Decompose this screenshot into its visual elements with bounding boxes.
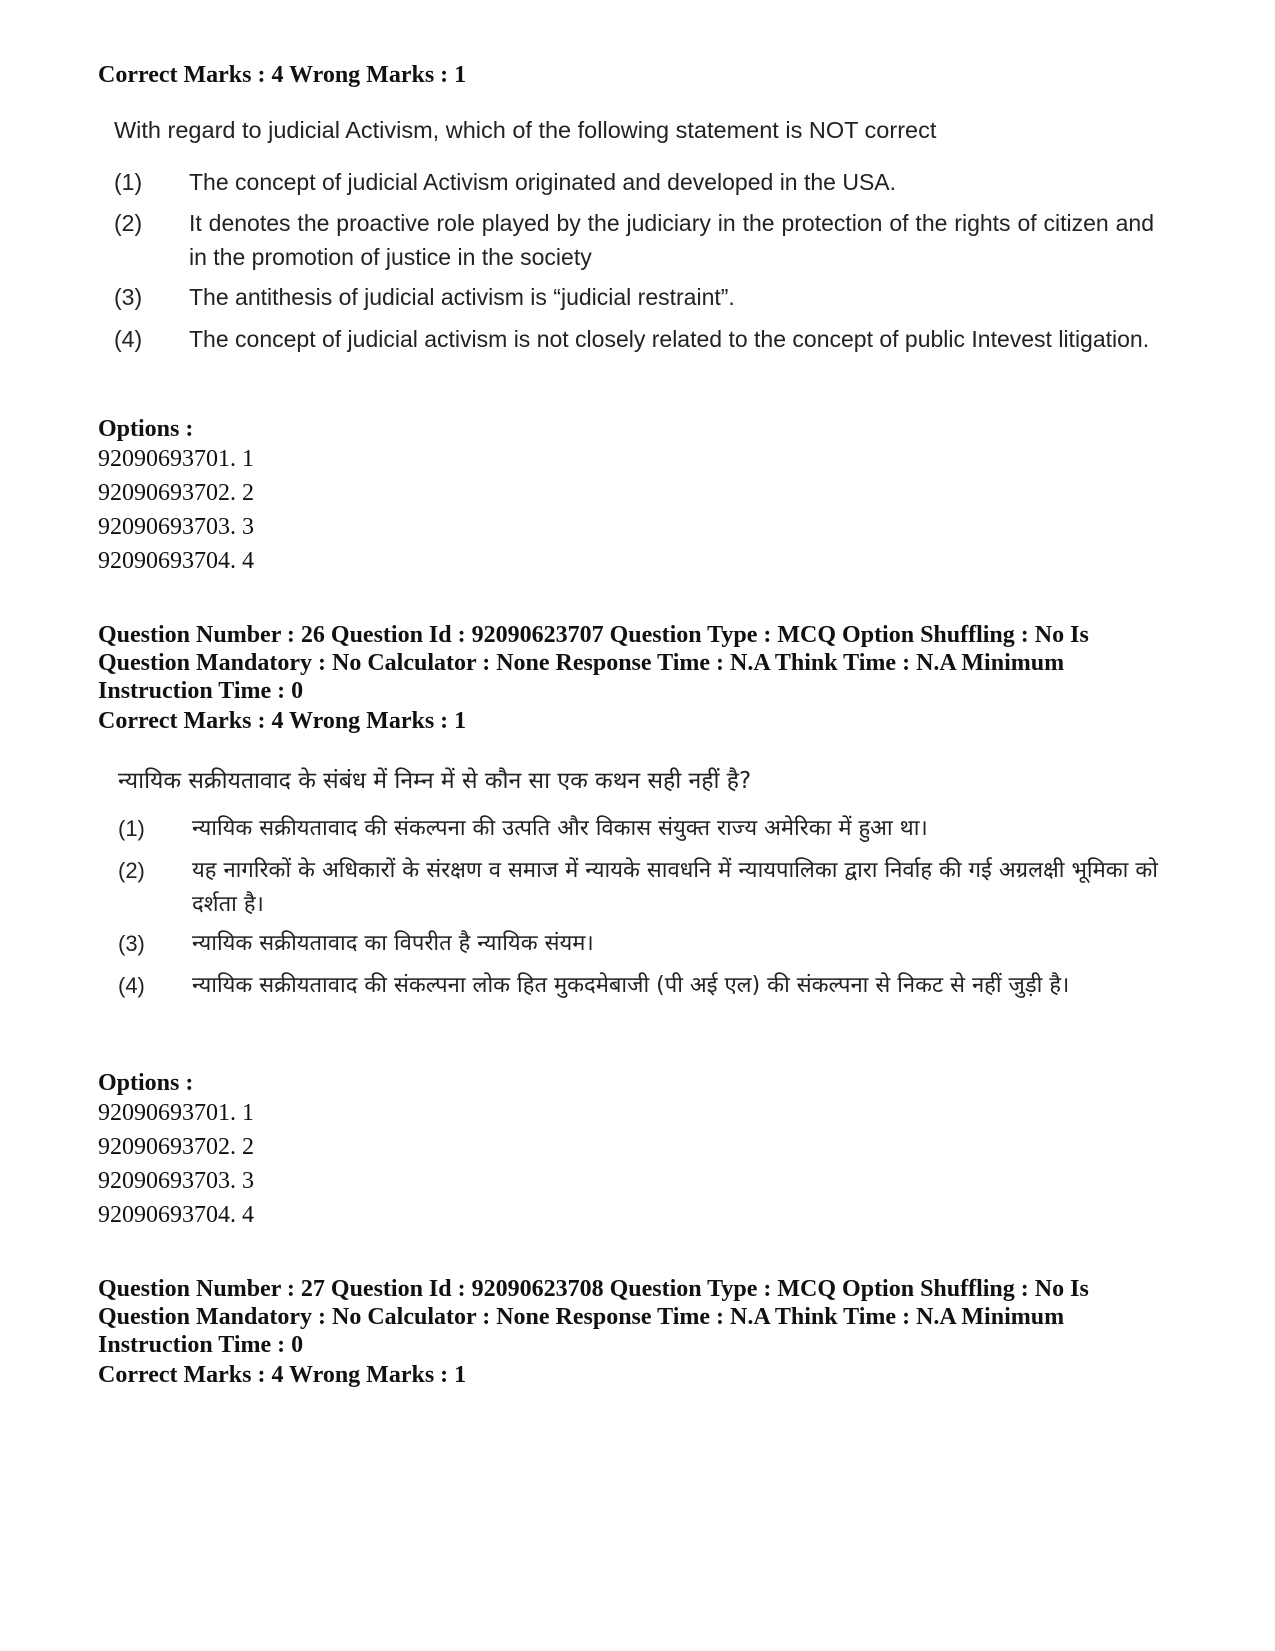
q27-marks: Correct Marks : 4 Wrong Marks : 1 — [98, 1362, 467, 1388]
q26-marks: Correct Marks : 4 Wrong Marks : 1 — [98, 708, 467, 734]
q25-stem: With regard to judicial Activism, which of the following statement is NOT correct — [114, 117, 937, 143]
option-item: 92090693702. 2 — [98, 480, 254, 506]
q25-item-number: (3) — [114, 284, 143, 310]
q26-item-number: (3) — [118, 931, 145, 956]
q27-meta-line-2: Question Mandatory : No Calculator : None Response Time : N.A Think Time : N.A Minimum — [98, 1304, 1065, 1330]
q25-marks: Correct Marks : 4 Wrong Marks : 1 — [98, 62, 467, 88]
q25-options-list — [98, 443, 254, 579]
option-item: 92090693704. 4 — [98, 1202, 254, 1228]
q26-item-number: (2) — [118, 858, 145, 883]
q25-item-number: (2) — [114, 210, 143, 236]
option-item: 92090693704. 4 — [98, 548, 254, 574]
q27-meta-line-3: Instruction Time : 0 — [98, 1332, 304, 1358]
q25-item-text: The concept of judicial Activism originated and developed in the USA. — [189, 169, 897, 195]
q26-meta-line-1: Question Number : 26 Question Id : 92090623707 Question Type : MCQ Option Shuffling : No Is — [98, 622, 1089, 648]
q25-item-1 — [114, 165, 1154, 199]
q26-item-text: यह नागरिकों के अधिकारों के संरक्षण व समाज में न्यायके सावधनि में न्यायपालिका द्वारा निर्वाह की गई अग्रलक्षी भूमिका को दर्शता है। — [192, 858, 1158, 917]
q27-meta — [98, 1275, 1138, 1359]
q26-item-number: (1) — [118, 816, 145, 841]
q25-item-2 — [114, 206, 1154, 274]
q26-item-2 — [118, 854, 1158, 922]
q26-options-label: Options : — [98, 1070, 194, 1096]
q27-meta-line-1: Question Number : 27 Question Id : 92090623708 Question Type : MCQ Option Shuffling : No Is — [98, 1276, 1089, 1302]
q25-item-text: It denotes the proactive role played by the judiciary in the protection of the rights of citizen and in the promotion of justice in the society — [189, 210, 1154, 270]
q26-item-number: (4) — [118, 973, 145, 998]
q25-item-number: (4) — [114, 326, 143, 352]
q25-item-number: (1) — [114, 169, 143, 195]
q26-item-text: न्यायिक सक्रीयतावाद का विपरीत है न्यायिक संयम। — [192, 931, 594, 956]
q26-item-4 — [118, 969, 1158, 1037]
q26-meta-line-3: Instruction Time : 0 — [98, 678, 304, 704]
q25-item-text: The concept of judicial activism is not closely related to the concept of public Intevest litigation. — [189, 326, 1150, 352]
option-item: 92090693703. 3 — [98, 1168, 254, 1194]
option-item: 92090693702. 2 — [98, 1134, 254, 1160]
q26-item-text: न्यायिक सक्रीयतावाद की संकल्पना लोक हित मुकदमेबाजी (पी अई एल) की संकल्पना से निकट से नहीं जुड़ी है। — [192, 973, 1070, 998]
q25-item-3 — [114, 280, 1154, 314]
q26-meta — [98, 621, 1138, 705]
option-item: 92090693703. 3 — [98, 514, 254, 540]
q26-meta-line-2: Question Mandatory : No Calculator : None Response Time : N.A Think Time : N.A Minimum — [98, 650, 1065, 676]
option-item: 92090693701. 1 — [98, 1100, 254, 1126]
q26-stem: न्यायिक सक्रीयतावाद के संबंध में निम्न में से कौन सा एक कथन सही नहीं है? — [118, 768, 752, 794]
q26-options-list — [98, 1097, 254, 1233]
q26-item-text: न्यायिक सक्रीयतावाद की संकल्पना की उत्पति और विकास संयुक्त राज्य अमेरिका में हुआ था। — [192, 816, 928, 841]
q26-item-1 — [118, 812, 1158, 846]
q25-item-text: The antithesis of judicial activism is “judicial restraint”. — [189, 284, 735, 310]
q26-item-3 — [118, 927, 1158, 961]
q25-item-4 — [114, 322, 1154, 390]
option-item: 92090693701. 1 — [98, 446, 254, 472]
q25-options-label: Options : — [98, 416, 194, 442]
